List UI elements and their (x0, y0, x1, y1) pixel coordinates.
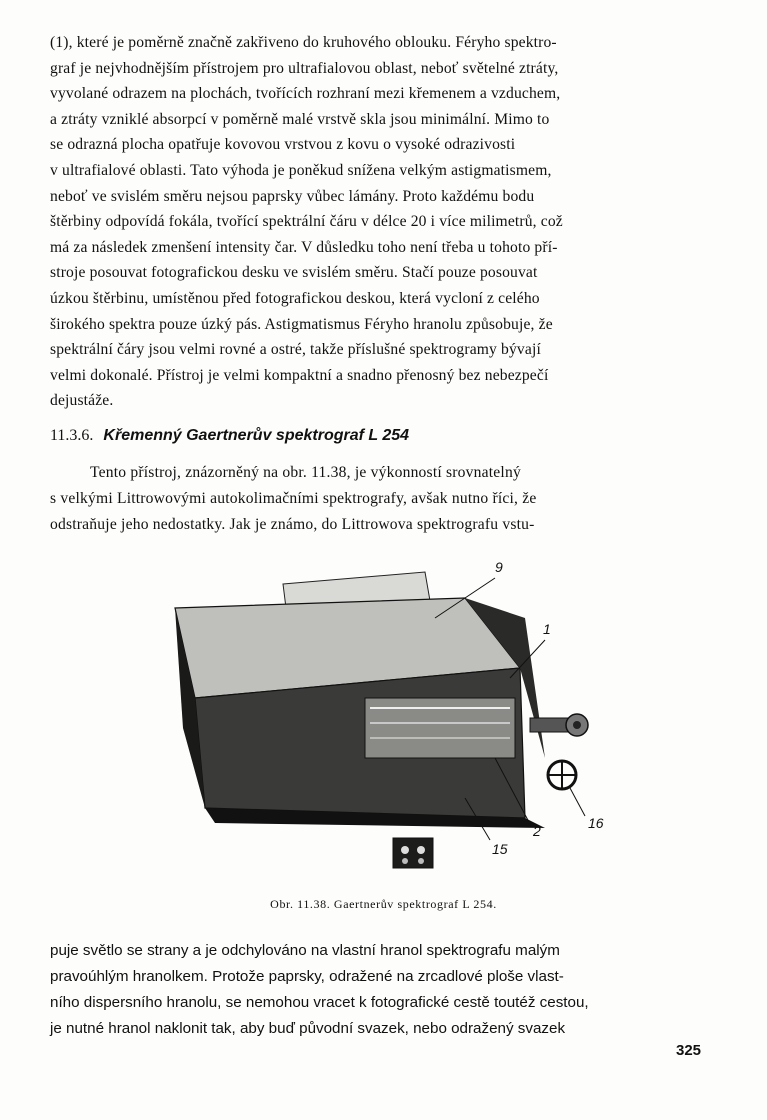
text-line: (1), které je poměrně značně zakřiveno do kruhového oblouku. Féryho spektro- (50, 34, 557, 51)
text-line: štěrbiny odpovídá fokála, tvořící spektrální čáru v délce 20 i více milimetrů, což (50, 213, 563, 231)
section-heading (50, 424, 716, 448)
text-line: má za následek zmenšení intensity čar. V důsledku toho není třeba u tohoto pří- (50, 238, 558, 256)
bottom-paragraph (50, 938, 730, 1042)
text-line: vyvolané odrazem na plochách, tvořících rozhraní mezi křemenem a vzduchem, (50, 85, 561, 103)
text-line: velmi dokonalé. Přístroj je velmi kompaktní a snadno přenosný bez nebezpečí (50, 366, 549, 384)
section-title: Křemenný Gaertnerův spektrograf L 254 (103, 427, 410, 444)
top-paragraph (50, 30, 716, 414)
text-line: stroje posouvat fotografickou desku ve svislém směru. Stačí pouze posouvat (50, 264, 538, 282)
text-line: ního dispersního hranolu, se nemohou vracet k fotografické cestě toutéž cestou, (50, 994, 589, 1011)
figure-label-16: 16 (588, 815, 604, 831)
text-line: dejustáže. (50, 392, 114, 410)
text-line: širokého spektra pouze úzký pás. Astigmatismus Féryho hranolu způsobuje, že (50, 315, 553, 333)
spectrograph-photo (165, 548, 635, 888)
text-line: se odrazná plocha opatřuje kovovou vrstvou z kovu o vysoké odrazivosti (50, 136, 516, 154)
text-line: spektrální čáry jsou velmi rovné a ostré, takže příslušné spektrogramy bývají (50, 341, 541, 359)
text-line: s velkými Littrowovými autokolimačními spektrografy, avšak nutno říci, že (50, 490, 537, 507)
text-line: puje světlo se strany a je odchylováno na vlastní hranol spektrografu malým (50, 942, 560, 959)
text-line: odstraňuje jeho nedostatky. Jak je známo, do Littrowova spektrografu vstu- (50, 516, 535, 533)
text-line: je nutné hranol naklonit tak, aby buď původní svazek, nebo odražený svazek (50, 1020, 566, 1037)
figure-label-9: 9 (495, 559, 503, 575)
text-line: neboť ve svislém směru nejsou paprsky vůbec lámány. Proto každému bodu (50, 187, 535, 205)
text-line: graf je nejvhodnějším přístrojem pro ultrafialovou oblast, neboť světelné ztráty, (50, 59, 559, 77)
middle-paragraph (50, 460, 716, 538)
figure-caption: Obr. 11.38. Gaertnerův spektrograf L 254. (270, 897, 497, 911)
figure-label-2: 2 (533, 823, 541, 839)
text-line: úzkou štěrbinu, umístěnou před fotografickou deskou, která vycloní z celého (50, 289, 540, 307)
figure-label-1: 1 (543, 621, 551, 637)
figure-label-15: 15 (492, 841, 508, 857)
section-number: 11.3.6. (50, 427, 94, 444)
page-number: 325 (676, 1042, 702, 1059)
text-line: a ztráty vzniklé absorpcí v poměrně malé vrstvě skla jsou minimální. Mimo to (50, 110, 550, 128)
text-line: Tento přístroj, znázorněný na obr. 11.38, je výkonností srovnatelný (90, 464, 521, 481)
text-line: v ultrafialové oblasti. Tato výhoda je poněkud snížena velkým astigmatismem, (50, 161, 552, 179)
spectrograph-figure (165, 548, 635, 888)
text-line: pravoúhlým hranolkem. Protože paprsky, odražené na zrcadlové ploše vlast- (50, 968, 564, 985)
